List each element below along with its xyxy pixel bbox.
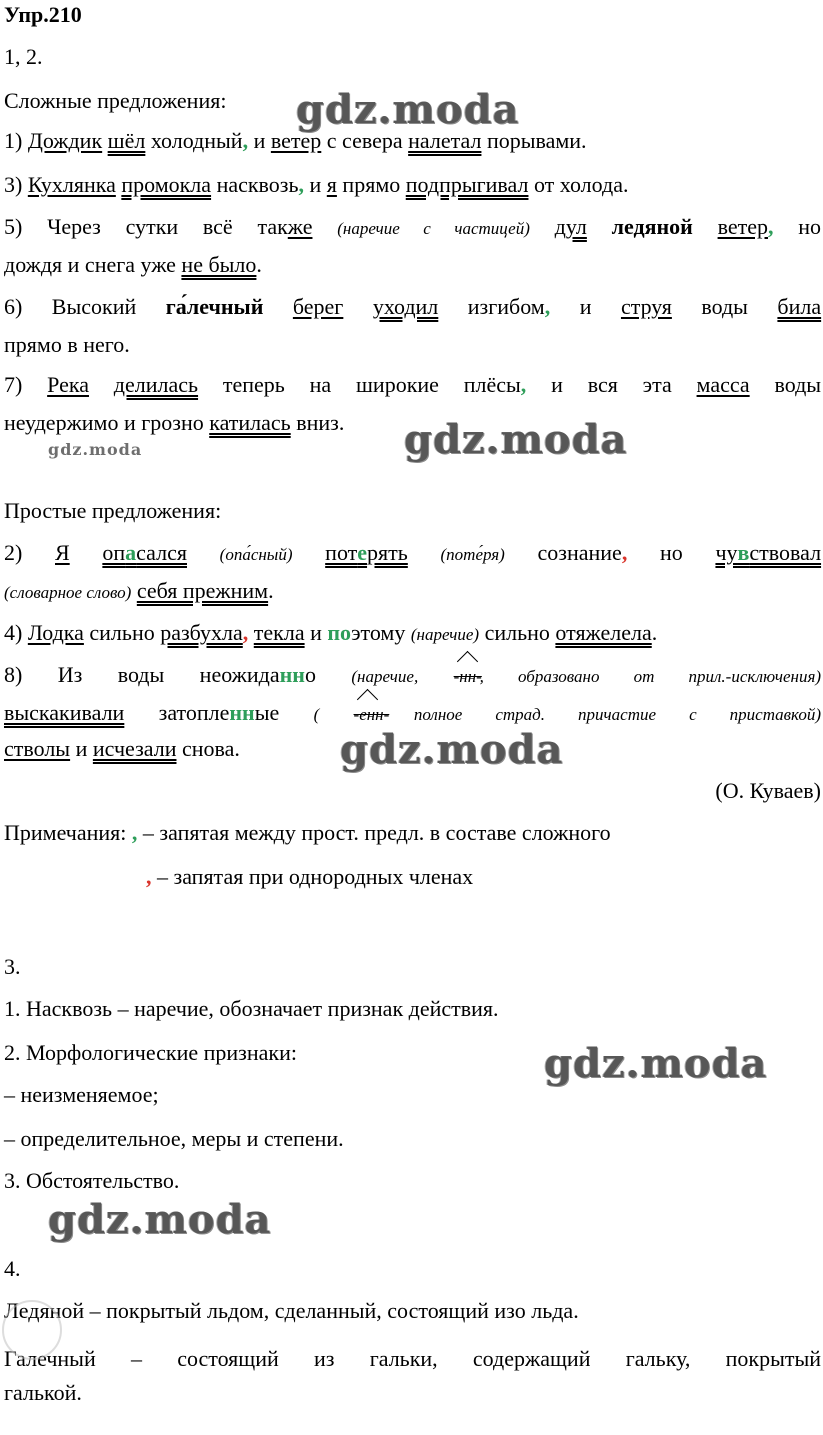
- sentence-5: 5) Через сутки всё также (наречие с частицей) дул ледяной ветер, но: [4, 214, 822, 239]
- comma-red: ,: [146, 864, 152, 889]
- part3-line-5: 3. Обстоятельство.: [4, 1168, 180, 1193]
- part3-number: 3.: [4, 954, 21, 979]
- watermark: gdz.moda: [48, 1196, 272, 1243]
- sentence-8: 8) Из воды неожиданно (наречие, -нн-, образовано от прил.-исключения): [4, 662, 821, 690]
- watermark: gdz.moda: [404, 416, 628, 463]
- notes-line-1: Примечания: , – запятая между прост. предл. в составе сложного: [4, 820, 611, 845]
- comma-green: ,: [242, 128, 249, 153]
- watermark: gdz.moda: [296, 86, 520, 133]
- sentence-1: 1) Дождик шёл холодный, и ветер с севера налетал порывами.: [4, 128, 587, 153]
- task-numbers: 1, 2.: [4, 44, 43, 69]
- sentence-8-cont: выскакивали затопленные ( -енн- полное страд. причастие с приставкой): [4, 700, 821, 728]
- suffix-mark: -нн-: [454, 664, 480, 690]
- seal-mark: [2, 1300, 62, 1360]
- sentence-7: 7) Река делилась теперь на широкие плёсы, и вся эта масса воды: [4, 372, 822, 397]
- author: (О. Куваев): [715, 778, 821, 803]
- simple-heading: Простые предложения:: [4, 498, 222, 523]
- watermark: gdz.moda: [544, 1040, 768, 1087]
- notes-line-2: , – запятая при однородных членах: [146, 864, 474, 889]
- predicate: шёл: [107, 128, 146, 153]
- sentence-2: 2) Я опасался (опа́сный) потерять (поте́ря) сознание, но чувствовал: [4, 540, 822, 565]
- sentence-6: 6) Высокий га́лечный берег уходил изгибом, и струя воды била: [4, 294, 822, 319]
- subject: Дождик: [27, 128, 103, 153]
- part3-line-1: 1. Насквозь – наречие, обозначает признак действия.: [4, 996, 499, 1021]
- exercise-title: Упр.210: [4, 2, 82, 27]
- suffix-mark: -енн-: [354, 702, 380, 728]
- sentence-6-cont: прямо в него.: [4, 332, 130, 357]
- watermark: gdz.moda: [340, 726, 564, 773]
- watermark-small: gdz.moda: [48, 440, 143, 459]
- sentence-3: 3) Кухлянка промокла насквозь, и я прямо подпрыгивал от холода.: [4, 172, 629, 197]
- sentence-4: 4) Лодка сильно разбухла, текла и поэтому (наречие) сильно отяжелела.: [4, 620, 658, 645]
- part4-line-2: Галечный – состоящий из гальки, содержащий гальку, покрытый: [4, 1346, 822, 1371]
- sentence-8-end: стволы и исчезали снова.: [4, 736, 240, 761]
- part4-number: 4.: [4, 1256, 21, 1281]
- part3-line-3: – неизменяемое;: [4, 1082, 159, 1107]
- part4-line-3: галькой.: [4, 1380, 82, 1405]
- part3-line-4: – определительное, меры и степени.: [4, 1126, 344, 1151]
- comma-green: ,: [131, 820, 138, 845]
- part4-line-1: Ледяной – покрытый льдом, сделанный, состоящий изо льда.: [4, 1298, 579, 1323]
- sentence-5-cont: дождя и снега уже не было.: [4, 252, 262, 277]
- part3-line-2: 2. Морфологические признаки:: [4, 1040, 297, 1065]
- sentence-2-cont: (словарное слово) себя прежним.: [4, 578, 274, 603]
- comma-green: ,: [298, 172, 305, 197]
- sentence-7-cont: неудержимо и грозно катилась вниз.: [4, 410, 345, 435]
- complex-heading: Сложные предложения:: [4, 88, 227, 113]
